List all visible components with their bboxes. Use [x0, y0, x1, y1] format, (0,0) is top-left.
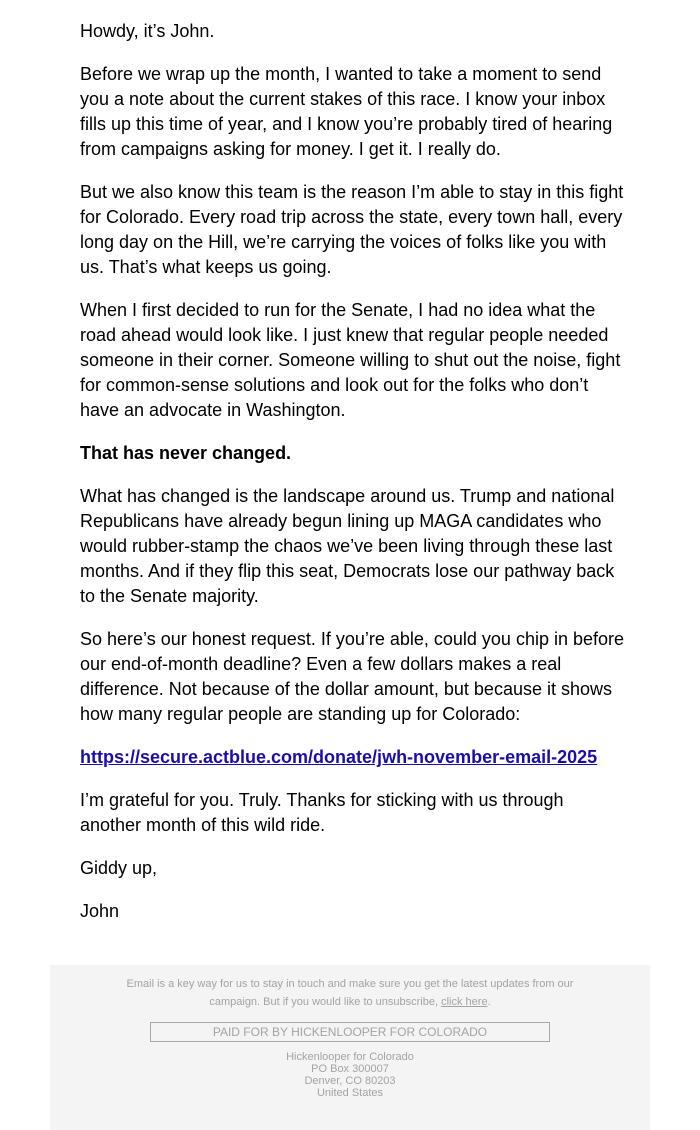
donate-link-paragraph — [80, 745, 628, 770]
footer-note-end: . — [487, 996, 491, 1008]
paragraph: When I first decided to run for the Senate, I had no idea what the road ahead would look like. I just knew that regular people needed someone in their corner. Someone willing to shut out the noise, fight for common-sense solutions and look out for the folks who don’t have an advocate in Washington. — [80, 300, 621, 420]
unsubscribe-link[interactable]: click here — [441, 996, 488, 1008]
paragraph: But we also know this team is the reason I’m able to stay in this fight for Colorado. Every road trip across the state, every town hall, every long day on the Hill, we’re carrying the voices of folks like you with us. That’s what keeps us going. — [80, 182, 624, 277]
donate-link[interactable]: https://secure.actblue.com/donate/jwh-november-email-2025 — [80, 747, 598, 767]
paragraph: Before we wrap up the month, I wanted to take a moment to send you a note about the current stakes of this race. I know your inbox fills up this time of year, and I know you’re probably tired of hearing from campaigns asking for money. I get it. I really do. — [80, 64, 613, 159]
address-line: United States — [316, 1087, 384, 1099]
address-line: Denver, CO 80203 — [304, 1075, 396, 1087]
address-line: Hickenlooper for Colorado — [286, 1051, 414, 1063]
footer-note — [115, 975, 585, 1011]
footer-note-text: Email is a key way for us to stay in touch and make sure you get the latest updates from our campaign. But if you would like to unsubscribe, — [126, 978, 574, 1008]
address-line: PO Box 300007 — [311, 1063, 389, 1075]
bold-statement: That has never changed. — [80, 443, 292, 463]
paragraph: So here’s our honest request. If you’re able, could you chip in before our end-of-month deadline? Even a few dollars makes a real difference. Not because of the dollar amount, but because it shows how many regular people are standing up for Colorado: — [80, 629, 625, 724]
email-footer — [50, 965, 650, 1130]
email-body — [80, 19, 628, 942]
signoff: Giddy up, — [80, 858, 158, 878]
signature: John — [80, 901, 120, 921]
paid-for-disclaimer: PAID FOR BY HICKENLOOPER FOR COLORADO — [150, 1022, 550, 1042]
paragraph: I’m grateful for you. Truly. Thanks for sticking with us through another month of this wild ride. — [80, 790, 564, 835]
mailing-address — [50, 1051, 650, 1099]
greeting: Howdy, it’s John. — [80, 21, 215, 41]
paragraph: What has changed is the landscape around us. Trump and national Republicans have already begun lining up MAGA candidates who would rubber-stamp the chaos we’ve been living through these last months. And if they flip this seat, Democrats lose our pathway back to the Senate majority. — [80, 486, 615, 606]
